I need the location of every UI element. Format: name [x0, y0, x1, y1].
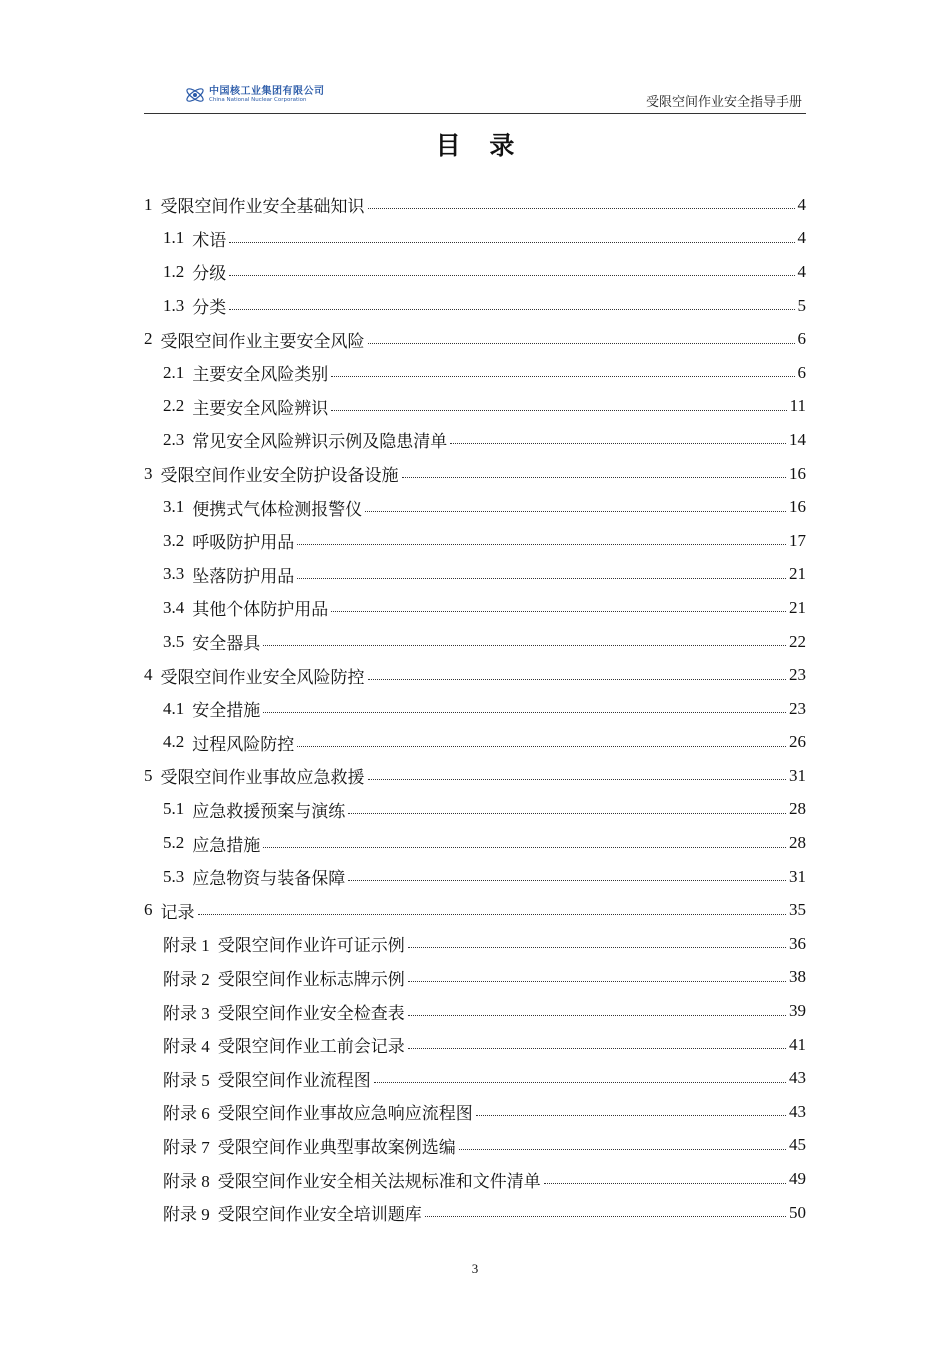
toc-entry-number: 附录 3	[163, 1003, 210, 1023]
toc-entry[interactable]	[144, 860, 806, 894]
toc-entry-number: 3.3	[163, 564, 185, 584]
toc-entry-page: 45	[789, 1135, 806, 1155]
toc-entry-page: 39	[789, 1001, 806, 1021]
toc-entry[interactable]	[144, 658, 806, 692]
toc-leader-dots	[368, 208, 795, 209]
toc-entry-label: 过程风险防控	[192, 734, 295, 755]
toc-entry[interactable]	[144, 826, 806, 860]
toc-entry[interactable]	[144, 726, 806, 760]
page-number: 3	[471, 1261, 479, 1276]
toc-title: 目 录	[435, 131, 525, 160]
toc-entry-label: 主要安全风险类别	[192, 365, 329, 386]
toc-entry[interactable]	[144, 558, 806, 592]
toc-entry-label: 应急物资与装备保障	[192, 869, 346, 890]
toc-entry[interactable]	[144, 188, 806, 222]
toc-entry-number: 附录 9	[163, 1205, 210, 1225]
toc-entry[interactable]	[144, 893, 806, 927]
toc-entry-page: 11	[789, 396, 806, 416]
toc-entry[interactable]	[144, 322, 806, 356]
toc-entry-label: 记录	[160, 902, 195, 923]
toc-leader-dots	[476, 1115, 786, 1116]
toc-leader-dots	[544, 1183, 786, 1184]
toc-entry-number: 4.1	[163, 698, 185, 718]
toc-entry-number: 1.1	[163, 228, 185, 248]
toc-entry[interactable]	[144, 759, 806, 793]
toc-entry-number: 5.2	[163, 833, 185, 853]
toc-entry-label: 分级	[192, 264, 227, 285]
toc-leader-dots	[348, 813, 786, 814]
toc-entry[interactable]	[144, 591, 806, 625]
toc-entry-label: 受限空间作业主要安全风险	[160, 331, 365, 352]
toc-entry-label: 术语	[192, 230, 227, 251]
toc-leader-dots	[408, 947, 786, 948]
toc-entry-number: 5.3	[163, 866, 185, 886]
toc-entry[interactable]	[144, 490, 806, 524]
toc-entry-number: 1	[144, 194, 153, 214]
toc-entry-number: 1.2	[163, 261, 185, 281]
toc-entry-label: 便携式气体检测报警仪	[192, 499, 363, 520]
toc-leader-dots	[331, 611, 786, 612]
toc-entry[interactable]	[144, 255, 806, 289]
toc-entry-label: 应急救援预案与演练	[192, 801, 346, 822]
toc-entry-page: 31	[789, 765, 806, 785]
toc-leader-dots	[408, 1048, 786, 1049]
toc-entry[interactable]	[144, 457, 806, 491]
toc-entry-number: 3.1	[163, 497, 185, 517]
toc-leader-dots	[198, 914, 787, 915]
logo-cn-text: 中国核工业集团有限公司	[209, 85, 325, 97]
toc-leader-dots	[459, 1149, 786, 1150]
toc-entry-number: 4.2	[163, 732, 185, 752]
toc-entry[interactable]	[144, 1028, 806, 1062]
toc-entry-page: 43	[789, 1101, 806, 1121]
toc-entry-label: 受限空间作业事故应急救援	[160, 768, 365, 789]
toc-entry-number: 3	[144, 463, 153, 483]
toc-entry[interactable]	[144, 1162, 806, 1196]
toc-entry-page: 43	[789, 1068, 806, 1088]
page-header	[144, 80, 806, 114]
toc-entry-label: 分类	[192, 298, 227, 319]
toc-leader-dots	[368, 343, 795, 344]
toc-entry-label: 受限空间作业工前会记录	[217, 1037, 405, 1058]
toc-entry-page: 6	[797, 362, 806, 382]
toc-entry-number: 附录 4	[163, 1037, 210, 1057]
toc-entry[interactable]	[144, 289, 806, 323]
table-of-contents	[144, 188, 806, 1229]
toc-entry-page: 31	[789, 866, 806, 886]
toc-entry[interactable]	[144, 692, 806, 726]
toc-leader-dots	[331, 410, 786, 411]
toc-entry-page: 50	[789, 1202, 806, 1222]
toc-leader-dots	[368, 679, 787, 680]
toc-entry-number: 3.2	[163, 530, 185, 550]
toc-entry[interactable]	[144, 793, 806, 827]
toc-entry-page: 28	[789, 833, 806, 853]
toc-entry-number: 3.5	[163, 631, 185, 651]
toc-entry-page: 5	[797, 295, 806, 315]
toc-entry-label: 应急措施	[192, 835, 261, 856]
toc-entry-number: 附录 2	[163, 969, 210, 989]
company-logo	[184, 83, 325, 107]
toc-entry-page: 23	[789, 665, 806, 685]
toc-leader-dots	[229, 309, 794, 310]
toc-entry-page: 4	[797, 228, 806, 248]
header-doc-title: 受限空间作业安全指导手册	[645, 95, 802, 110]
toc-entry-label: 受限空间作业流程图	[217, 1070, 371, 1091]
toc-leader-dots	[263, 847, 786, 848]
toc-leader-dots	[368, 779, 787, 780]
toc-entry[interactable]	[144, 1061, 806, 1095]
toc-entry-label: 安全器具	[192, 634, 261, 655]
toc-leader-dots	[263, 645, 786, 646]
toc-entry-label: 安全措施	[192, 701, 261, 722]
toc-entry-page: 4	[797, 261, 806, 281]
toc-entry-number: 1.3	[163, 295, 185, 315]
toc-entry[interactable]	[144, 927, 806, 961]
toc-entry[interactable]	[144, 1095, 806, 1129]
toc-entry[interactable]	[144, 1196, 806, 1230]
toc-entry[interactable]	[144, 524, 806, 558]
toc-entry[interactable]	[144, 390, 806, 424]
toc-leader-dots	[408, 981, 786, 982]
toc-entry-page: 35	[789, 900, 806, 920]
toc-entry-page: 16	[789, 463, 806, 483]
toc-entry-label: 受限空间作业安全相关法规标准和文件清单	[217, 1171, 541, 1192]
toc-entry-label: 受限空间作业安全检查表	[217, 1003, 405, 1024]
toc-leader-dots	[297, 746, 786, 747]
toc-entry-page: 41	[789, 1034, 806, 1054]
toc-entry-number: 附录 7	[163, 1137, 210, 1157]
toc-entry-page: 49	[789, 1169, 806, 1189]
toc-leader-dots	[374, 1082, 786, 1083]
toc-entry-label: 坠落防护用品	[192, 566, 295, 587]
toc-entry-number: 附录 8	[163, 1171, 210, 1191]
toc-entry-page: 23	[789, 698, 806, 718]
toc-entry-label: 受限空间作业典型事故案例选编	[217, 1137, 456, 1158]
toc-entry-page: 36	[789, 933, 806, 953]
toc-entry-label: 其他个体防护用品	[192, 600, 329, 621]
toc-entry[interactable]	[144, 1129, 806, 1163]
toc-entry-label: 受限空间作业安全培训题库	[217, 1205, 422, 1226]
toc-entry-number: 4	[144, 665, 153, 685]
toc-entry-number: 附录 6	[163, 1104, 210, 1124]
toc-entry-number: 2	[144, 329, 153, 349]
toc-entry-label: 受限空间作业事故应急响应流程图	[217, 1104, 473, 1125]
toc-entry-page: 21	[789, 597, 806, 617]
toc-entry[interactable]	[144, 356, 806, 390]
toc-entry-page: 17	[789, 530, 806, 550]
toc-entry-label: 主要安全风险辨识	[192, 398, 329, 419]
toc-leader-dots	[450, 443, 786, 444]
toc-entry-page: 26	[789, 732, 806, 752]
toc-entry-page: 6	[797, 329, 806, 349]
toc-entry-number: 附录 5	[163, 1070, 210, 1090]
toc-leader-dots	[263, 712, 786, 713]
toc-entry[interactable]	[144, 994, 806, 1028]
toc-entry[interactable]	[144, 222, 806, 256]
toc-entry-page: 14	[789, 429, 806, 449]
atom-logo-icon	[184, 84, 206, 106]
toc-entry-page: 4	[797, 194, 806, 214]
toc-leader-dots	[297, 544, 786, 545]
toc-entry-number: 5.1	[163, 799, 185, 819]
toc-entry-label: 受限空间作业安全风险防控	[160, 667, 365, 688]
toc-leader-dots	[229, 242, 794, 243]
toc-entry[interactable]	[144, 625, 806, 659]
toc-entry-number: 2.3	[163, 429, 185, 449]
toc-entry-label: 呼吸防护用品	[192, 533, 295, 554]
toc-entry-page: 38	[789, 967, 806, 987]
toc-entry-number: 附录 1	[163, 936, 210, 956]
toc-entry-label: 受限空间作业安全基础知识	[160, 197, 365, 218]
toc-entry-number: 2.1	[163, 362, 185, 382]
toc-entry-label: 常见安全风险辨识示例及隐患清单	[192, 432, 448, 453]
toc-entry[interactable]	[144, 961, 806, 995]
toc-leader-dots	[408, 1015, 786, 1016]
toc-entry-number: 2.2	[163, 396, 185, 416]
toc-entry-label: 受限空间作业标志牌示例	[217, 969, 405, 990]
toc-entry-page: 22	[789, 631, 806, 651]
toc-entry-number: 3.4	[163, 597, 185, 617]
toc-entry-page: 21	[789, 564, 806, 584]
toc-entry-page: 16	[789, 497, 806, 517]
logo-en-text: China National Nuclear Corporation	[209, 96, 307, 103]
toc-leader-dots	[348, 880, 786, 881]
toc-entry[interactable]	[144, 423, 806, 457]
toc-leader-dots	[425, 1216, 786, 1217]
toc-leader-dots	[331, 376, 794, 377]
toc-leader-dots	[297, 578, 786, 579]
toc-entry-page: 28	[789, 799, 806, 819]
toc-entry-label: 受限空间作业安全防护设备设施	[160, 466, 399, 487]
toc-leader-dots	[365, 511, 786, 512]
toc-leader-dots	[229, 275, 794, 276]
toc-entry-number: 5	[144, 765, 153, 785]
toc-leader-dots	[402, 477, 787, 478]
toc-entry-label: 受限空间作业许可证示例	[217, 936, 405, 957]
toc-entry-number: 6	[144, 900, 153, 920]
